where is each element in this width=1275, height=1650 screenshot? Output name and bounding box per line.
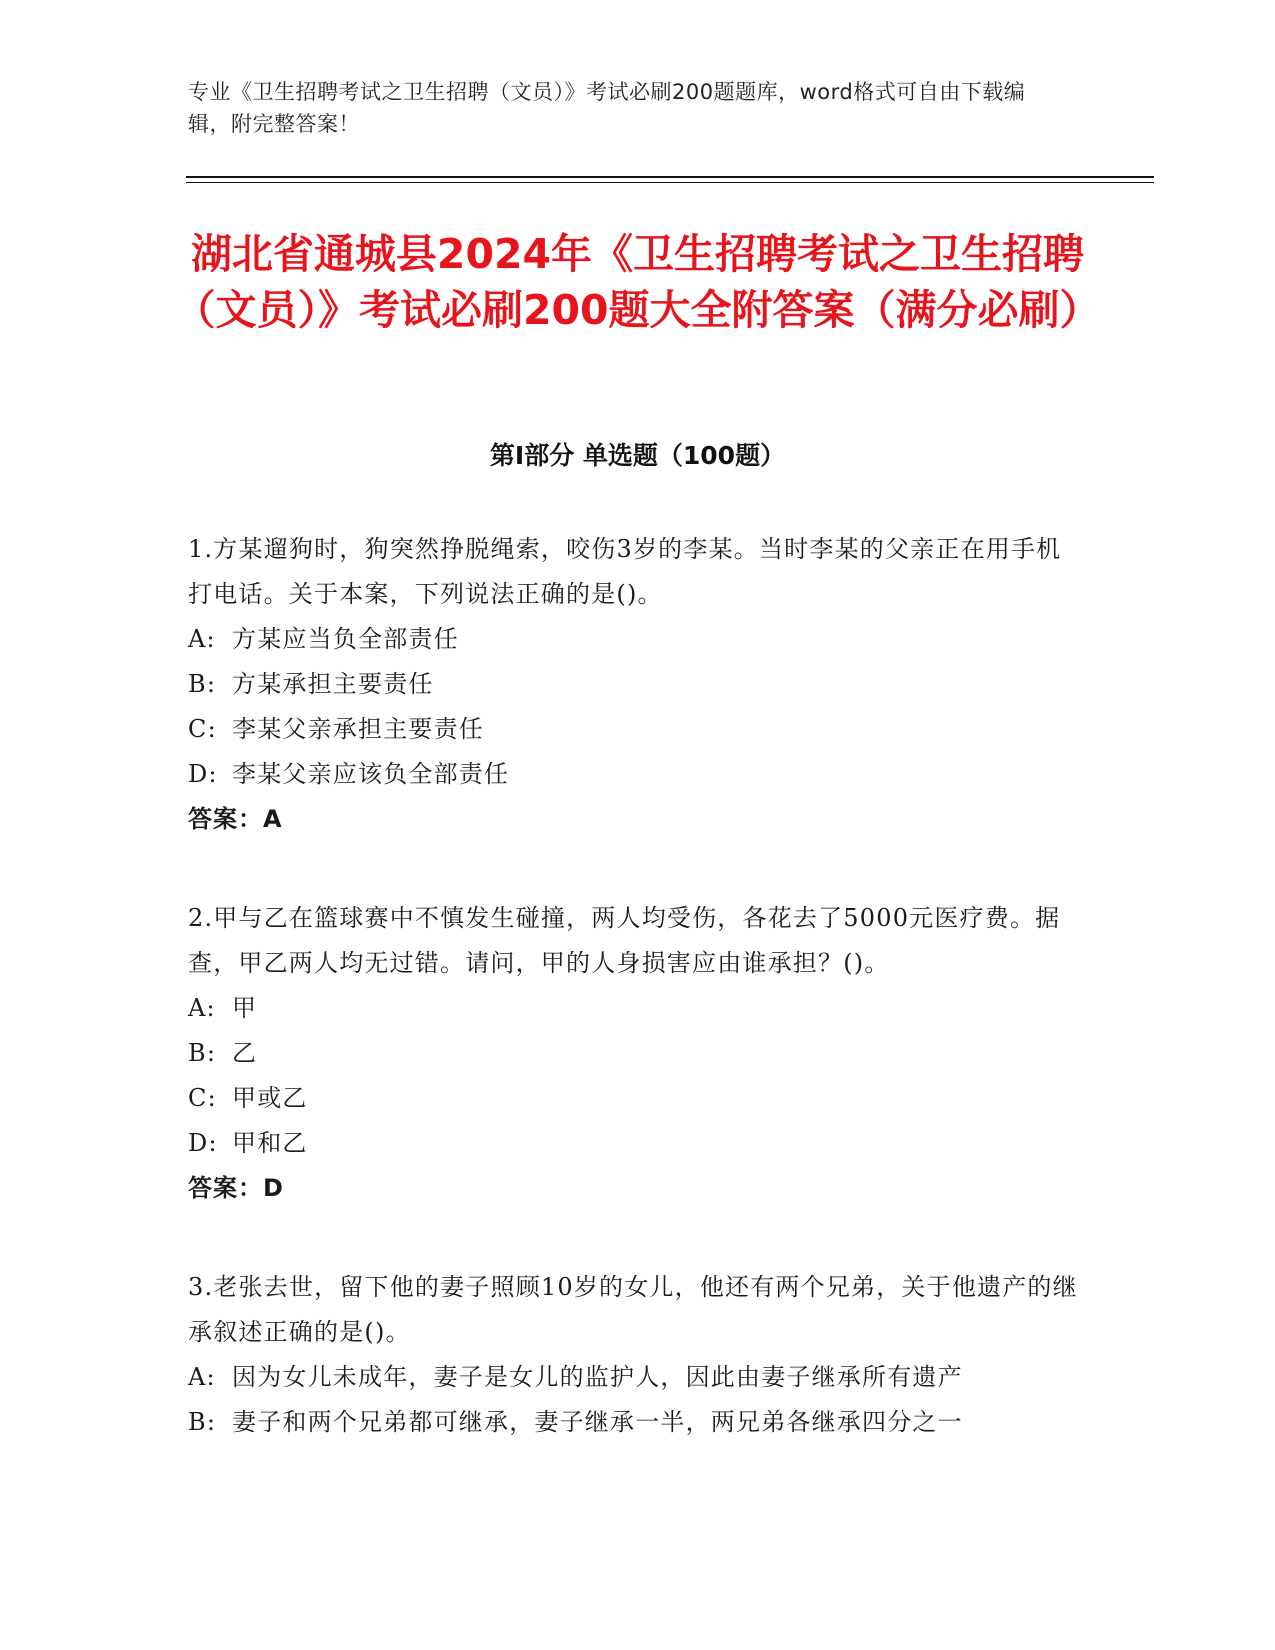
document-title: 湖北省通城县2024年《卫生招聘考试之卫生招聘（文员）》考试必刷200题大全附答案（满分必刷） — [174, 230, 1101, 334]
answer-line: 答案：A — [188, 805, 283, 833]
option-letter: B: — [188, 1408, 217, 1436]
option-text: 甲 — [232, 994, 258, 1022]
option-text: 方某承担主要责任 — [232, 670, 434, 698]
option-text: 方某应当负全部责任 — [232, 625, 459, 653]
option-letter: A: — [188, 1363, 216, 1391]
section-heading: 第Ⅰ部分 单选题（100题） — [489, 441, 786, 470]
option-d — [188, 752, 1078, 797]
option-text: 李某父亲应该负全部责任 — [232, 760, 510, 788]
option-text: 因为女儿未成年，妻子是女儿的监护人，因此由妻子继承所有遗产 — [232, 1363, 963, 1391]
option-letter: C: — [188, 1084, 217, 1112]
option-a — [188, 986, 1078, 1031]
question-list — [188, 527, 1078, 1499]
option-b — [188, 1031, 1078, 1076]
option-a — [188, 1355, 1078, 1400]
option-letter: A: — [188, 994, 216, 1022]
option-d — [188, 1121, 1078, 1166]
option-c — [188, 1076, 1078, 1121]
option-c — [188, 707, 1078, 752]
header-divider-thick — [186, 176, 1154, 178]
option-text: 甲和乙 — [232, 1129, 308, 1157]
option-letter: B: — [188, 1039, 217, 1067]
question-2 — [188, 896, 1078, 1211]
question-3 — [188, 1265, 1078, 1445]
option-b — [188, 662, 1078, 707]
question-stem: 3.老张去世，留下他的妻子照顾10岁的女儿，他还有两个兄弟，关于他遗产的继承叙述正确的是()。 — [188, 1273, 1078, 1346]
option-letter: D: — [188, 760, 218, 788]
option-letter: B: — [188, 670, 217, 698]
option-text: 妻子和两个兄弟都可继承，妻子继承一半，两兄弟各继承四分之一 — [232, 1408, 963, 1436]
question-1 — [188, 527, 1078, 842]
header-note: 专业《卫生招聘考试之卫生招聘（文员）》考试必刷200题题库，word格式可自由下载编辑，附完整答案！ — [188, 80, 1026, 136]
option-a — [188, 617, 1078, 662]
option-b — [188, 1400, 1078, 1445]
question-stem: 1.方某遛狗时，狗突然挣脱绳索，咬伤3岁的李某。当时李某的父亲正在用手机打电话。关于本案，下列说法正确的是()。 — [188, 535, 1062, 608]
question-stem: 2.甲与乙在篮球赛中不慎发生碰撞，两人均受伤，各花去了5000元医疗费。据查，甲乙两人均无过错。请问，甲的人身损害应由谁承担？()。 — [188, 904, 1061, 977]
option-letter: A: — [188, 625, 216, 653]
option-letter: C: — [188, 715, 217, 743]
option-text: 甲或乙 — [232, 1084, 308, 1112]
option-text: 乙 — [232, 1039, 258, 1067]
header-divider-thin — [186, 182, 1154, 183]
option-letter: D: — [188, 1129, 218, 1157]
option-text: 李某父亲承担主要责任 — [232, 715, 484, 743]
answer-line: 答案：D — [188, 1174, 284, 1202]
